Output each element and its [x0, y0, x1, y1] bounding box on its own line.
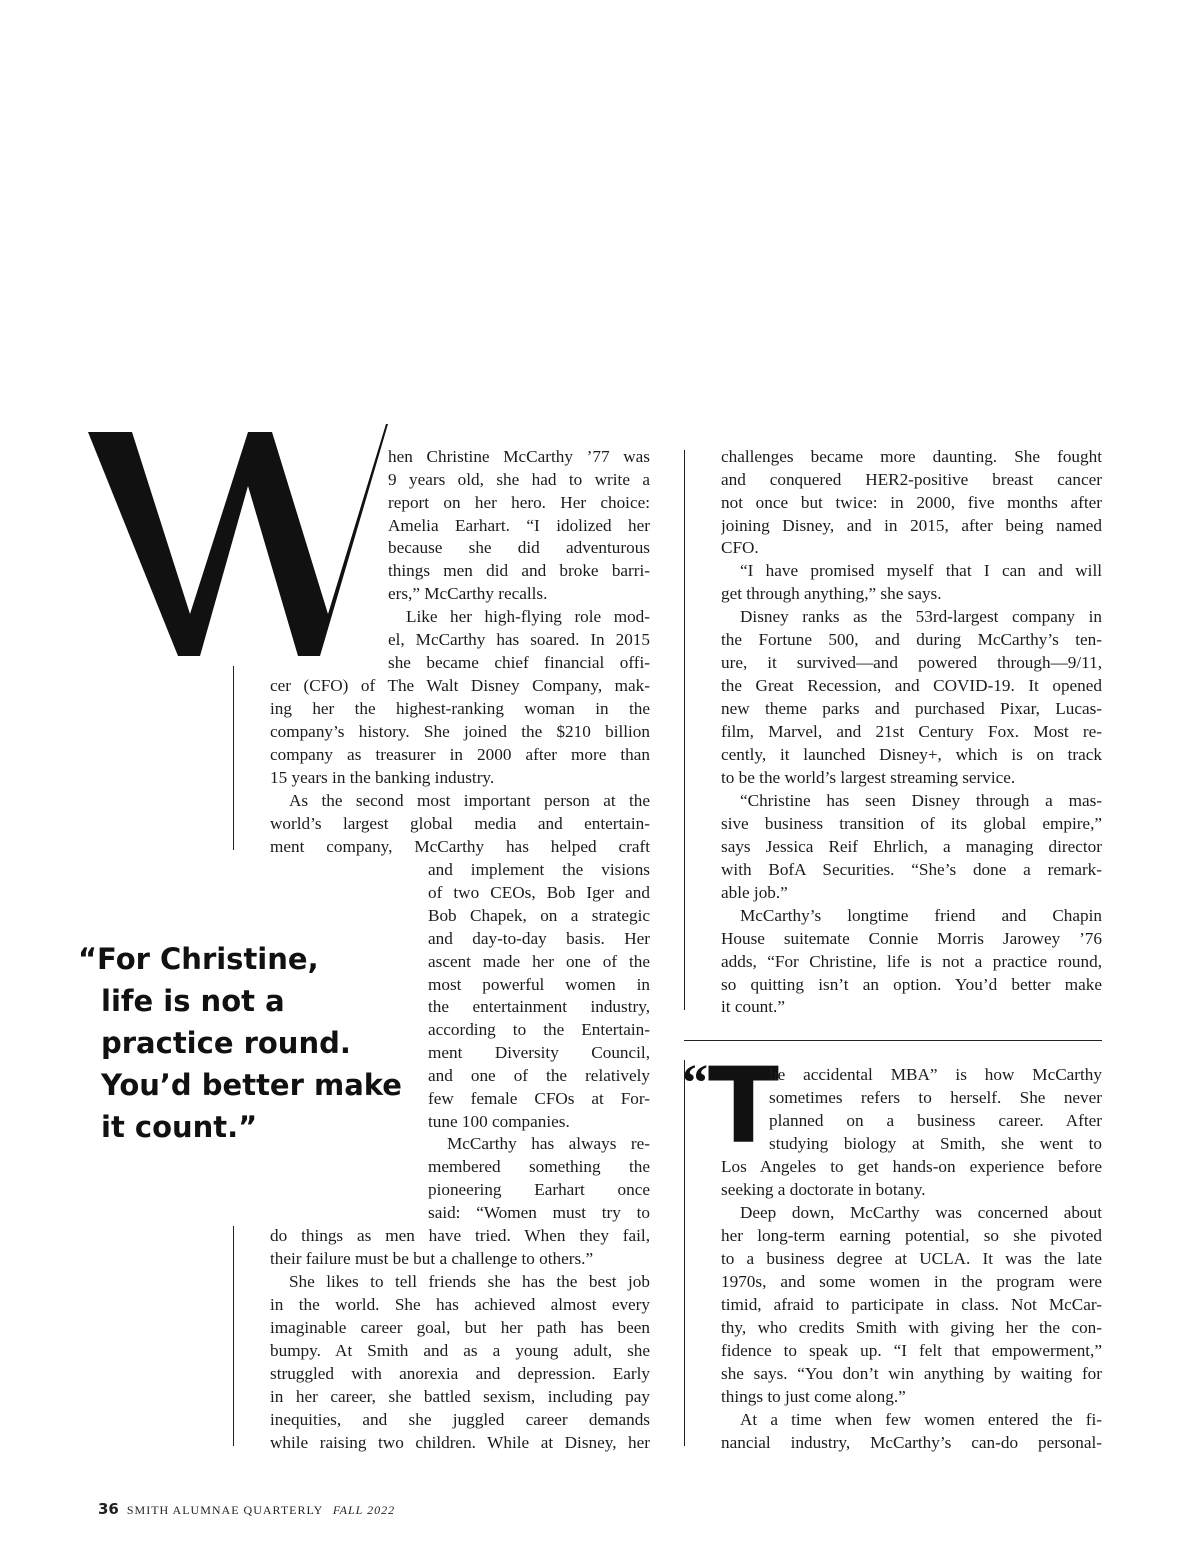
issue-label: FALL 2022: [332, 1503, 396, 1517]
body-line: she became chief financial offi-: [388, 653, 650, 672]
body-line: bumpy. At Smith and as a young adult, she: [270, 1341, 650, 1360]
body-line: Deep down, McCarthy was concerned about: [740, 1203, 1102, 1222]
body-line: the Great Recession, and COVID-19. It opened: [721, 676, 1102, 695]
body-line: to be the world’s largest streaming service.: [721, 768, 1016, 787]
body-line: studying biology at Smith, she went to: [769, 1134, 1102, 1153]
body-line: it count.”: [721, 997, 785, 1016]
pull-quote-line: it count.”: [101, 1110, 258, 1144]
open-quote-mark: “: [682, 1055, 708, 1112]
column-divider: [684, 450, 685, 1010]
body-line: cently, it launched Disney+, which is on track: [721, 745, 1102, 764]
body-line: “Christine has seen Disney through a mas-: [740, 791, 1102, 810]
body-line: to a business degree at UCLA. It was the late: [721, 1249, 1102, 1268]
body-line: Disney ranks as the 53rd-largest company in: [740, 607, 1102, 626]
page-number: 36: [98, 1500, 119, 1518]
body-line: imaginable career goal, but her path has been: [270, 1318, 650, 1337]
body-line: few female CFOs at For-: [428, 1089, 650, 1108]
body-line: she says. “You don’t win anything by waiting for: [721, 1364, 1102, 1383]
body-line: joining Disney, and in 2015, after being named: [721, 516, 1102, 535]
body-line: pioneering Earhart once: [428, 1180, 650, 1199]
body-line: ing her the highest-ranking woman in the: [270, 699, 650, 718]
body-line: timid, afraid to participate in class. Not McCar-: [721, 1295, 1102, 1314]
body-line: 1970s, and some women in the program were: [721, 1272, 1102, 1291]
body-line: ascent made her one of the: [428, 952, 650, 971]
column-rule: [233, 1226, 234, 1446]
body-line: inequities, and she juggled career demands: [270, 1410, 650, 1429]
pull-quote: [78, 938, 408, 1148]
body-line: 15 years in the banking industry.: [270, 768, 495, 787]
body-line: McCarthy’s longtime friend and Chapin: [740, 906, 1102, 925]
drop-cap-w: [88, 424, 388, 660]
body-line: in the world. She has achieved almost every: [270, 1295, 650, 1314]
body-line: do things as men have tried. When they fail,: [270, 1226, 650, 1245]
body-line: their failure must be but a challenge to others.”: [270, 1249, 594, 1268]
body-line: She likes to tell friends she has the best job: [289, 1272, 650, 1291]
body-line: 9 years old, she had to write a: [388, 470, 650, 489]
body-line: her long-term earning potential, so she pivoted: [721, 1226, 1102, 1245]
drop-cap-t: T: [708, 1045, 779, 1167]
body-line: sometimes refers to herself. She never: [769, 1088, 1102, 1107]
body-line: CFO.: [721, 538, 759, 557]
body-line: struggled with anorexia and depression. Early: [270, 1364, 650, 1383]
body-line: Los Angeles to get hands-on experience before: [721, 1157, 1102, 1176]
body-line: tune 100 companies.: [428, 1112, 570, 1131]
body-line: sive business transition of its global empire,”: [721, 814, 1102, 833]
body-line: in her career, she battled sexism, including pay: [270, 1387, 650, 1406]
body-line: Like her high-flying role mod-: [406, 607, 650, 626]
body-line: and conquered HER2-positive breast cancer: [721, 470, 1102, 489]
pull-quote-line: You’d better make: [101, 1068, 402, 1102]
body-line: the Fortune 500, and during McCarthy’s ten-: [721, 630, 1102, 649]
pull-quote-line: practice round.: [101, 1026, 351, 1060]
body-line: ers,” McCarthy recalls.: [388, 584, 548, 603]
body-line: world’s largest global media and entertain-: [270, 814, 650, 833]
body-line: with BofA Securities. “She’s done a remark-: [721, 860, 1102, 879]
pull-quote-line: life is not a: [101, 984, 285, 1018]
body-line: not once but twice: in 2000, five months after: [721, 493, 1102, 512]
body-line: fidence to speak up. “I felt that empowerment,”: [721, 1341, 1102, 1360]
body-line: the entertainment industry,: [428, 997, 650, 1016]
body-line: Amelia Earhart. “I idolized her: [388, 516, 650, 535]
body-line: ment Diversity Council,: [428, 1043, 650, 1062]
body-line: and implement the visions: [428, 860, 650, 879]
body-line: “I have promised myself that I can and will: [740, 561, 1102, 580]
body-line: and one of the relatively: [428, 1066, 650, 1085]
publication-name: SMITH ALUMNAE QUARTERLY: [126, 1503, 323, 1517]
body-line: el, McCarthy has soared. In 2015: [388, 630, 650, 649]
body-line: most powerful women in: [428, 975, 650, 994]
body-line: Bob Chapek, on a strategic: [428, 906, 650, 925]
body-line: hen Christine McCarthy ’77 was: [388, 447, 650, 466]
body-line: while raising two children. While at Disney, her: [270, 1433, 650, 1452]
body-line: ment company, McCarthy has helped craft: [270, 837, 650, 856]
body-line: film, Marvel, and 21st Century Fox. Most re-: [721, 722, 1102, 741]
body-line: seeking a doctorate in botany.: [721, 1180, 926, 1199]
body-line: At a time when few women entered the fi-: [740, 1410, 1102, 1429]
body-line: says Jessica Reif Ehrlich, a managing director: [721, 837, 1102, 856]
body-line: cer (CFO) of The Walt Disney Company, mak-: [270, 676, 650, 695]
body-line: House suitemate Connie Morris Jarowey ’76: [721, 929, 1102, 948]
body-line: nancial industry, McCarthy’s can-do personal-: [721, 1433, 1102, 1452]
body-line: adds, “For Christine, life is not a practice round,: [721, 952, 1102, 971]
pull-quote-line: “For Christine,: [78, 942, 319, 976]
body-line: get through anything,” she says.: [721, 584, 942, 603]
body-line: ure, it survived—and powered through—9/11,: [721, 653, 1102, 672]
body-line: planned on a business career. After: [769, 1111, 1102, 1130]
body-line: McCarthy has always re-: [447, 1134, 650, 1153]
body-line: so quitting isn’t an option. You’d better make: [721, 975, 1102, 994]
body-line: things men did and broke barri-: [388, 561, 650, 580]
body-line: able job.”: [721, 883, 788, 902]
body-line: company as treasurer in 2000 after more than: [270, 745, 650, 764]
body-line: according to the Entertain-: [428, 1020, 650, 1039]
body-line: report on her hero. Her choice:: [388, 493, 650, 512]
body-line: company’s history. She joined the $210 billion: [270, 722, 650, 741]
page-footer: [98, 1500, 395, 1518]
body-line: said: “Women must try to: [428, 1203, 650, 1222]
body-line: because she did adventurous: [388, 538, 650, 557]
body-line: and day-to-day basis. Her: [428, 929, 650, 948]
column-rule: [233, 666, 234, 850]
body-line: thy, who credits Smith with giving her the con-: [721, 1318, 1102, 1337]
body-line: things to just come along.”: [721, 1387, 906, 1406]
body-line: membered something the: [428, 1157, 650, 1176]
section-divider: [684, 1040, 1102, 1041]
body-line: challenges became more daunting. She fought: [721, 447, 1102, 466]
body-line: he accidental MBA” is how McCarthy: [769, 1065, 1102, 1084]
body-line: new theme parks and purchased Pixar, Lucas-: [721, 699, 1102, 718]
body-line: As the second most important person at the: [289, 791, 650, 810]
body-line: of two CEOs, Bob Iger and: [428, 883, 650, 902]
column-divider: [684, 1060, 685, 1446]
